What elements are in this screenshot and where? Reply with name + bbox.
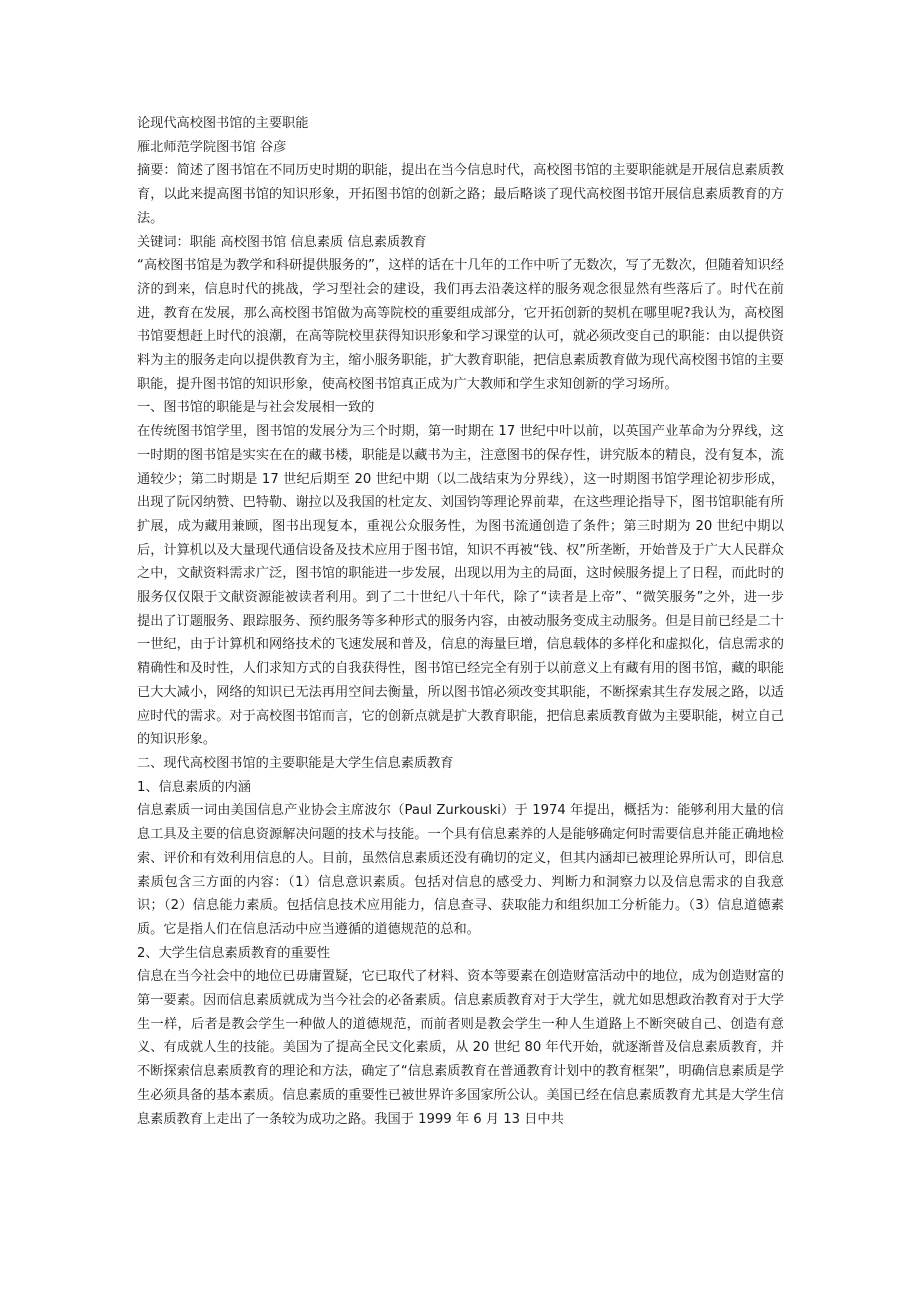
intro-paragraph: “高校图书馆是为教学和科研提供服务的”，这样的话在十几年的工作中听了无数次，写了无数次，但随着知识经济的到来，信息时代的挑战，学习型社会的建设，我们再去沿袭这样的服务观念很显然有些落后了。时代在前进，教育在发展，那么高校图书馆做为高等院校的重要组成部分，它开拓创新的契机在哪里呢?我认为，高校图书馆要想赶上时代的浪潮，在高等院校里获得知识形象和学习课堂的认可，就必须改变自己的职能：由以提供资料为主的服务走向以提供教育为主，缩小服务职能，扩大教育职能，把信息素质教育做为现代高校图书馆的主要职能，提升图书馆的知识形象，使高校图书馆真正成为广大教师和学生求知创新的学习场所。 (137, 258, 784, 392)
author-line: 雁北师范学院图书馆 谷彦 (137, 139, 287, 155)
section2-heading: 二、现代高校图书馆的主要职能是大学生信息素质教育 (137, 755, 454, 771)
subsection2-heading: 2、大学生信息素质教育的重要性 (137, 945, 331, 961)
document-title: 论现代高校图书馆的主要职能 (137, 116, 309, 131)
subsection1-paragraph: 信息素质一词由美国信息产业协会主席波尔（Paul Zurkouski）于 1974 年提出，概括为：能够利用大量的信息工具及主要的信息资源解决问题的技术与技能。一个具有信息素养的人是能够确定何时需要信息并能正确地检索、评价和有效利用信息的人。目前，虽然信息素质还没有确切的定义，但其内涵却已被理论界所认可，即信息素质包含三方面的内容：（1）信息意识素质。包括对信息的感受力、判断力和洞察力以及信息需求的自我意识；（2）信息能力素质。包括信息技术应用能力，信息查寻、获取能力和组织加工分析能力。（3）信息道德素质。它是指人们在信息活动中应当遵循的道德规范的总和。 (137, 803, 784, 937)
keywords-line: 关键词：职能 高校图书馆 信息素质 信息素质教育 (137, 234, 427, 250)
section1-heading: 一、图书馆的职能是与社会发展相一致的 (137, 400, 375, 416)
abstract-paragraph: 摘要：简述了图书馆在不同历史时期的职能，提出在当今信息时代，高校图书馆的主要职能就是开展信息素质教育，以此来提高图书馆的知识形象，开拓图书馆的创新之路；最后略谈了现代高校图书馆开展信息素质教育的方法。 (137, 163, 784, 226)
subsection1-heading: 1、信息素质的内涵 (137, 779, 251, 795)
document-page (137, 112, 784, 1131)
section1-paragraph: 在传统图书馆学里，图书馆的发展分为三个时期，第一时期在 17 世纪中叶以前，以英国产业革命为分界线，这一时期的图书馆是实实在在的藏书楼，职能是以藏书为主，注意图书的保存性，讲究版本的精良，没有复本，流通较少；第二时期是 17 世纪后期至 20 世纪中期（以二战结束为分界线），这一时期图书馆学理论初步形成，出现了阮冈纳赞、巴特勒、谢拉以及我国的杜定友、刘国钧等理论界前辈，在这些理论指导下，图书馆职能有所扩展，成为藏用兼顾，图书出现复本，重视公众服务性，为图书流通创造了条件；第三时期为 20 世纪中期以后，计算机以及大量现代通信设备及技术应用于图书馆，知识不再被“钱、权”所垄断，开始普及于广大人民群众之中，文献资料需求广泛，图书馆的职能进一步发展，出现以用为主的局面，这时候服务提上了日程，而此时的服务仅仅限于文献资源能被读者利用。到了二十世纪八十年代，除了“读者是上帝”、“微笑服务”之外，进一步提出了订题服务、跟踪服务、预约服务等多种形式的服务内容，由被动服务变成主动服务。但是目前已经是二十一世纪，由于计算机和网络技术的飞速发展和普及，信息的海量巨增，信息载体的多样化和虚拟化，信息需求的精确性和及时性，人们求知方式的自我获得性，图书馆已经完全有别于以前意义上有藏有用的图书馆，藏的职能已大大减小，网络的知识已无法再用空间去衡量，所以图书馆必须改变其职能，不断探索其生存发展之路，以适应时代的需求。对于高校图书馆而言，它的创新点就是扩大教育职能，把信息素质教育做为主要职能，树立自己的知识形象。 (137, 424, 784, 748)
subsection2-paragraph: 信息在当今社会中的地位已毋庸置疑，它已取代了材料、资本等要素在创造财富活动中的地位，成为创造财富的第一要素。因而信息素质就成为当今社会的必备素质。信息素质教育对于大学生，就尤如思想政治教育对于大学生一样，后者是教会学生一种做人的道德规范，而前者则是教会学生一种人生道路上不断突破自己、创造有意义、有成就人生的技能。美国为了提高全民文化素质，从 20 世纪 80 年代开始，就逐渐普及信息素质教育，并不断探索信息素质教育的理论和方法，确定了“信息素质教育在普通教育计划中的教育框架”，明确信息素质是学生必须具备的基本素质。信息素质的重要性已被世界许多国家所公认。美国已经在信息素质教育尤其是大学生信息素质教育上走出了一条较为成功之路。我国于 1999 年 6 月 13 日中共 (137, 969, 784, 1127)
